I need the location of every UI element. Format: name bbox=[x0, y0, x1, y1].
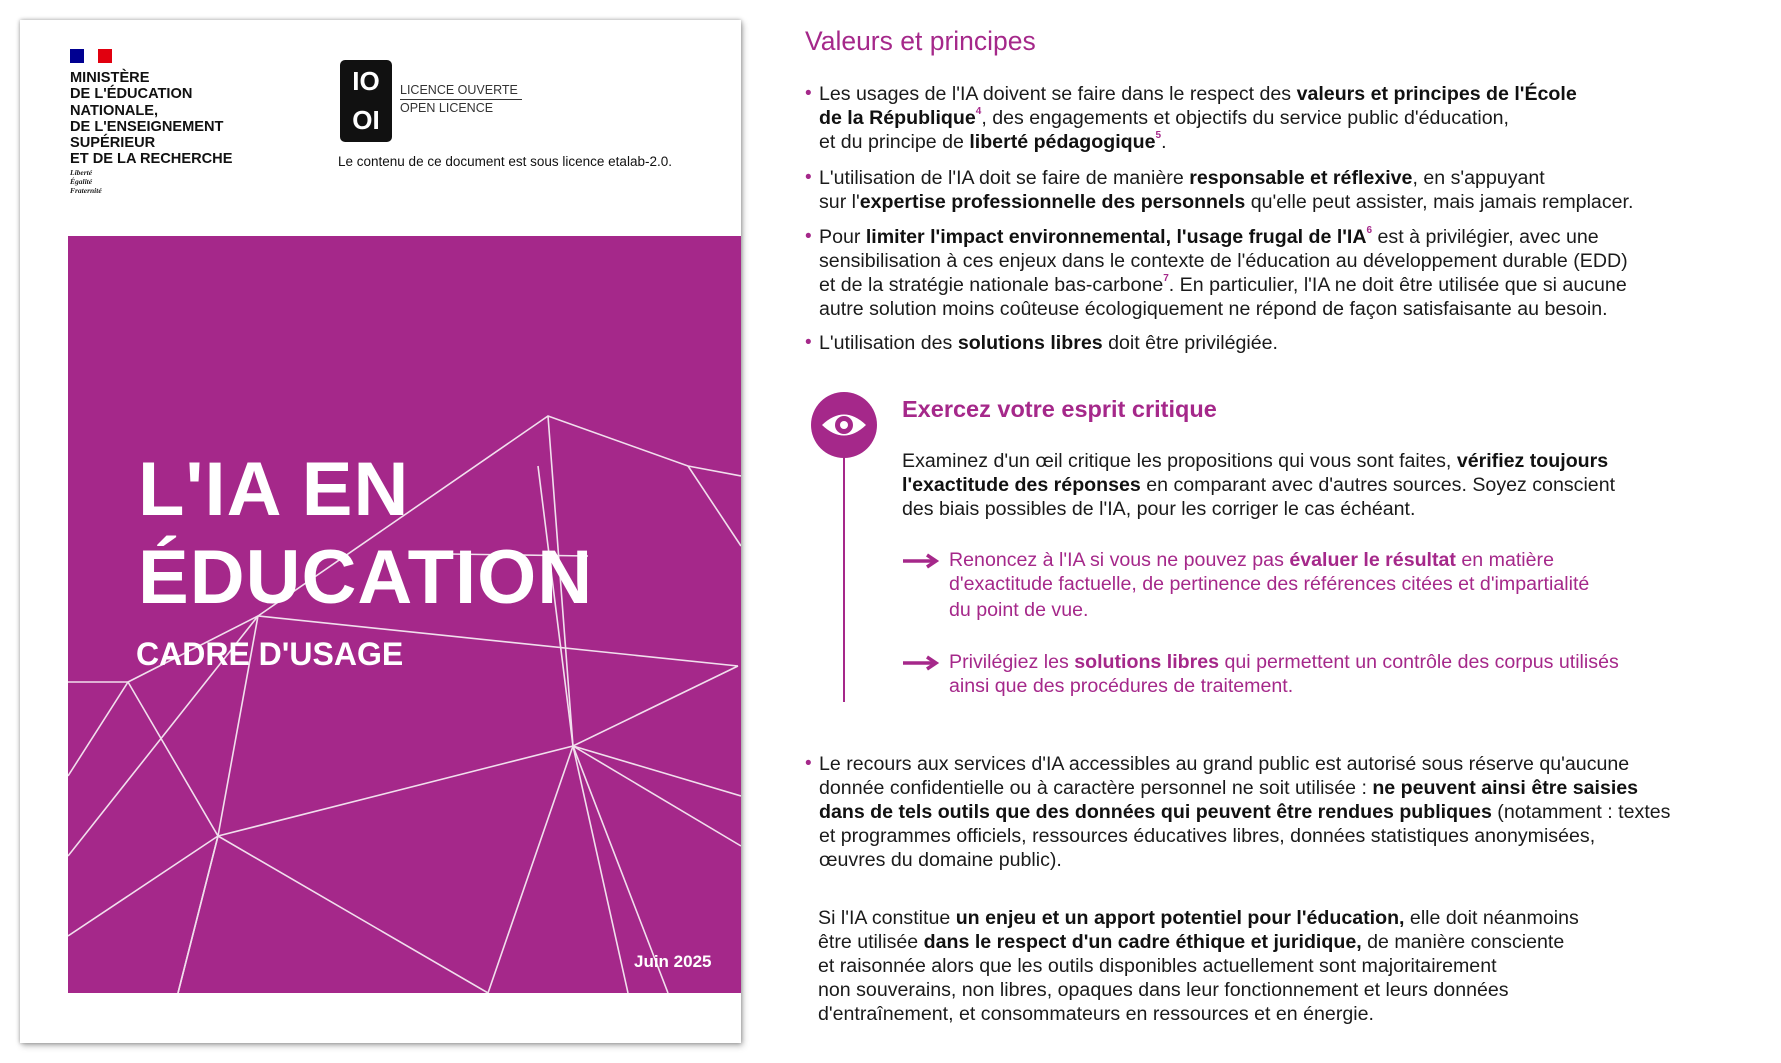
bullet-marker: • bbox=[805, 332, 812, 353]
closing-paragraph: Si l'IA constitue un enjeu et un apport potentiel pour l'éducation, elle doit néanmoins être utilisée dans le respect d'un cadre éthique et juridique, de manière consciente et raisonnée alors que les outils disponibles actuellement sont majoritairement non souverains, non libres, opaques dans leur fonctionnement et leurs données d'entraînement, et consommateurs en ressources et en énergie. bbox=[818, 907, 1579, 1025]
ministry-name: MINISTÈRE DE L'ÉDUCATION NATIONALE, DE L'ENSEIGNEMENT SUPÉRIEUR ET DE LA RECHERCHE bbox=[70, 70, 233, 168]
french-flag-icon bbox=[70, 49, 112, 63]
bullet-marker: • bbox=[805, 83, 812, 104]
arrow-right-icon bbox=[902, 655, 942, 671]
footnote-ref: 5 bbox=[1155, 130, 1162, 141]
licence-label: LICENCE OUVERTE OPEN LICENCE bbox=[400, 83, 522, 116]
licence-divider bbox=[400, 99, 522, 100]
section-heading: Valeurs et principes bbox=[805, 26, 1036, 56]
republic-motto: Liberté Égalité Fraternité bbox=[70, 168, 102, 195]
licence-note: Le contenu de ce document est sous licence etalab-2.0. bbox=[338, 154, 672, 169]
footnote-ref: 6 bbox=[1366, 225, 1373, 236]
critique-heading: Exercez votre esprit critique bbox=[902, 396, 1217, 422]
licence-ouverte-logo-icon: IO OI bbox=[340, 60, 392, 142]
arrow-right-icon bbox=[902, 553, 942, 569]
callout-line bbox=[843, 455, 845, 702]
bullet-marker: • bbox=[805, 167, 812, 188]
cover-subtitle: CADRE D'USAGE bbox=[136, 636, 404, 672]
eye-icon bbox=[811, 392, 877, 458]
bullet-marker: • bbox=[805, 753, 812, 774]
bullet-marker: • bbox=[805, 226, 812, 247]
cover-band bbox=[68, 236, 741, 993]
critique-paragraph: Examinez d'un œil critique les propositions qui vous sont faites, vérifiez toujours l'exactitude des réponses en comparant avec d'autres sources. Soyez conscient des biais possibles de l'IA, pour les corriger le cas échéant. bbox=[902, 450, 1616, 520]
footnote-ref: 4 bbox=[975, 106, 982, 117]
cover-date: Juin 2025 bbox=[634, 952, 712, 971]
document-cover bbox=[20, 20, 741, 1043]
cover-title: L'IA EN ÉDUCATION bbox=[138, 447, 594, 620]
footnote-ref: 7 bbox=[1163, 273, 1169, 284]
